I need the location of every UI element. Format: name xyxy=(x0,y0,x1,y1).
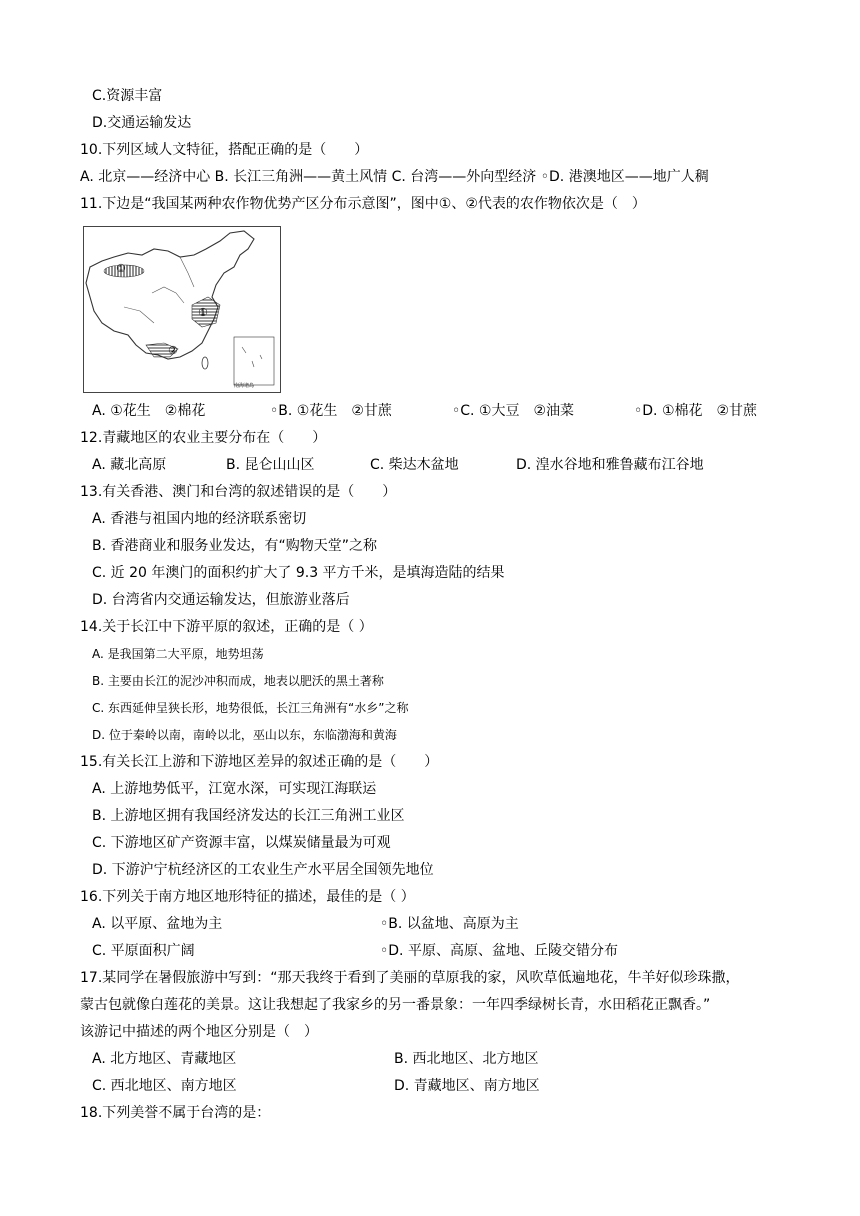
q12-option-a: A. 藏北高原 xyxy=(92,457,167,473)
q9-option-c: C.资源丰富 xyxy=(92,88,163,104)
map-label-1-north: ① xyxy=(116,262,126,275)
q17-option-c: C. 西北地区、南方地区 xyxy=(92,1078,237,1094)
q17-stem-line-3: 该游记中描述的两个地区分别是（ ） xyxy=(80,1024,318,1040)
q16-option-a: A. 以平原、盆地为主 xyxy=(92,916,223,932)
q15-stem: 15.有关长江上游和下游地区差异的叙述正确的是（ ） xyxy=(80,754,439,770)
q11-stem: 11.下边是“我国某两种农作物优势产区分布示意图”，图中①、②代表的农作物依次是（ ） xyxy=(80,196,646,212)
q17-stem-line-1: 17.某同学在暑假旅游中写到：“那天我终于看到了美丽的草原我的家，风吹草低遍地花，牛羊好似珍珠撒， xyxy=(80,970,740,986)
q12-stem: 12.青藏地区的农业主要分布在（ ） xyxy=(80,430,327,446)
map-label-1-east: ① xyxy=(198,306,208,319)
q11-option-d: ◦D. ①棉花 ②甘蔗 xyxy=(634,403,758,419)
china-outline xyxy=(86,231,254,359)
map-caption: 南海诸岛 xyxy=(234,383,255,389)
q11-option-c: ◦C. ①大豆 ②油菜 xyxy=(452,403,575,419)
q12-option-c: C. 柴达木盆地 xyxy=(370,457,459,473)
q14-stem: 14.关于长江中下游平原的叙述，正确的是（ ） xyxy=(80,619,373,635)
q10-options: A. 北京——经济中心 B. 长江三角洲——黄土风情 C. 台湾——外向型经济 ◦D. 港澳地区——地广人稠 xyxy=(80,169,709,185)
q16-option-c: C. 平原面积广阔 xyxy=(92,943,195,959)
q14-option-d: D. 位于秦岭以南，南岭以北，巫山以东，东临渤海和黄海 xyxy=(92,728,397,742)
q14-option-b: B. 主要由长江的泥沙冲积而成，地表以肥沃的黑土著称 xyxy=(92,674,384,688)
q15-option-c: C. 下游地区矿产资源丰富，以煤炭储量最为可观 xyxy=(92,835,391,851)
q18-stem: 18.下列美誉不属于台湾的是： xyxy=(80,1105,271,1121)
q13-option-a: A. 香港与祖国内地的经济联系密切 xyxy=(92,511,307,527)
q14-option-c: C. 东西延伸呈狭长形，地势很低，长江三角洲有“水乡”之称 xyxy=(92,701,409,715)
q12-option-d: D. 湟水谷地和雅鲁藏布江谷地 xyxy=(516,457,704,473)
q15-option-a: A. 上游地势低平，江宽水深，可实现江海联运 xyxy=(92,781,377,797)
q16-option-b: ◦B. 以盆地、高原为主 xyxy=(380,916,519,932)
q17-option-b: B. 西北地区、北方地区 xyxy=(394,1051,539,1067)
q13-option-c: C. 近 20 年澳门的面积约扩大了 9.3 平方千米，是填海造陆的结果 xyxy=(92,565,505,581)
q15-option-d: D. 下游沪宁杭经济区的工农业生产水平居全国领先地位 xyxy=(92,862,434,878)
q13-stem: 13.有关香港、澳门和台湾的叙述错误的是（ ） xyxy=(80,484,397,500)
q17-stem-line-2: 蒙古包就像白莲花的美景。这让我想起了我家乡的另一番景象：一年四季绿树长青，水田稻花正飘香。” xyxy=(80,997,711,1013)
q16-option-d: ◦D. 平原、高原、盆地、丘陵交错分布 xyxy=(380,943,618,959)
q16-stem: 16.下列关于南方地区地形特征的描述，最佳的是（ ） xyxy=(80,889,415,905)
q14-option-a: A. 是我国第二大平原，地势坦荡 xyxy=(92,647,264,661)
q13-option-b: B. 香港商业和服务业发达，有“购物天堂”之称 xyxy=(92,538,378,554)
q12-option-b: B. 昆仑山山区 xyxy=(226,457,315,473)
q15-option-b: B. 上游地区拥有我国经济发达的长江三角洲工业区 xyxy=(92,808,405,824)
q13-option-d: D. 台湾省内交通运输发达，但旅游业落后 xyxy=(92,592,350,608)
q11-option-b: ◦B. ①花生 ②甘蔗 xyxy=(270,403,392,419)
q11-option-a: A. ①花生 ②棉花 xyxy=(92,403,206,419)
map-label-2: ② xyxy=(168,344,178,357)
q17-option-a: A. 北方地区、青藏地区 xyxy=(92,1051,237,1067)
china-crop-map xyxy=(83,226,281,393)
q10-stem: 10.下列区域人文特征，搭配正确的是（ ） xyxy=(80,142,369,158)
q17-option-d: D. 青藏地区、南方地区 xyxy=(394,1078,540,1094)
china-outline-svg xyxy=(84,227,280,392)
q9-option-d: D.交通运输发达 xyxy=(92,115,192,131)
